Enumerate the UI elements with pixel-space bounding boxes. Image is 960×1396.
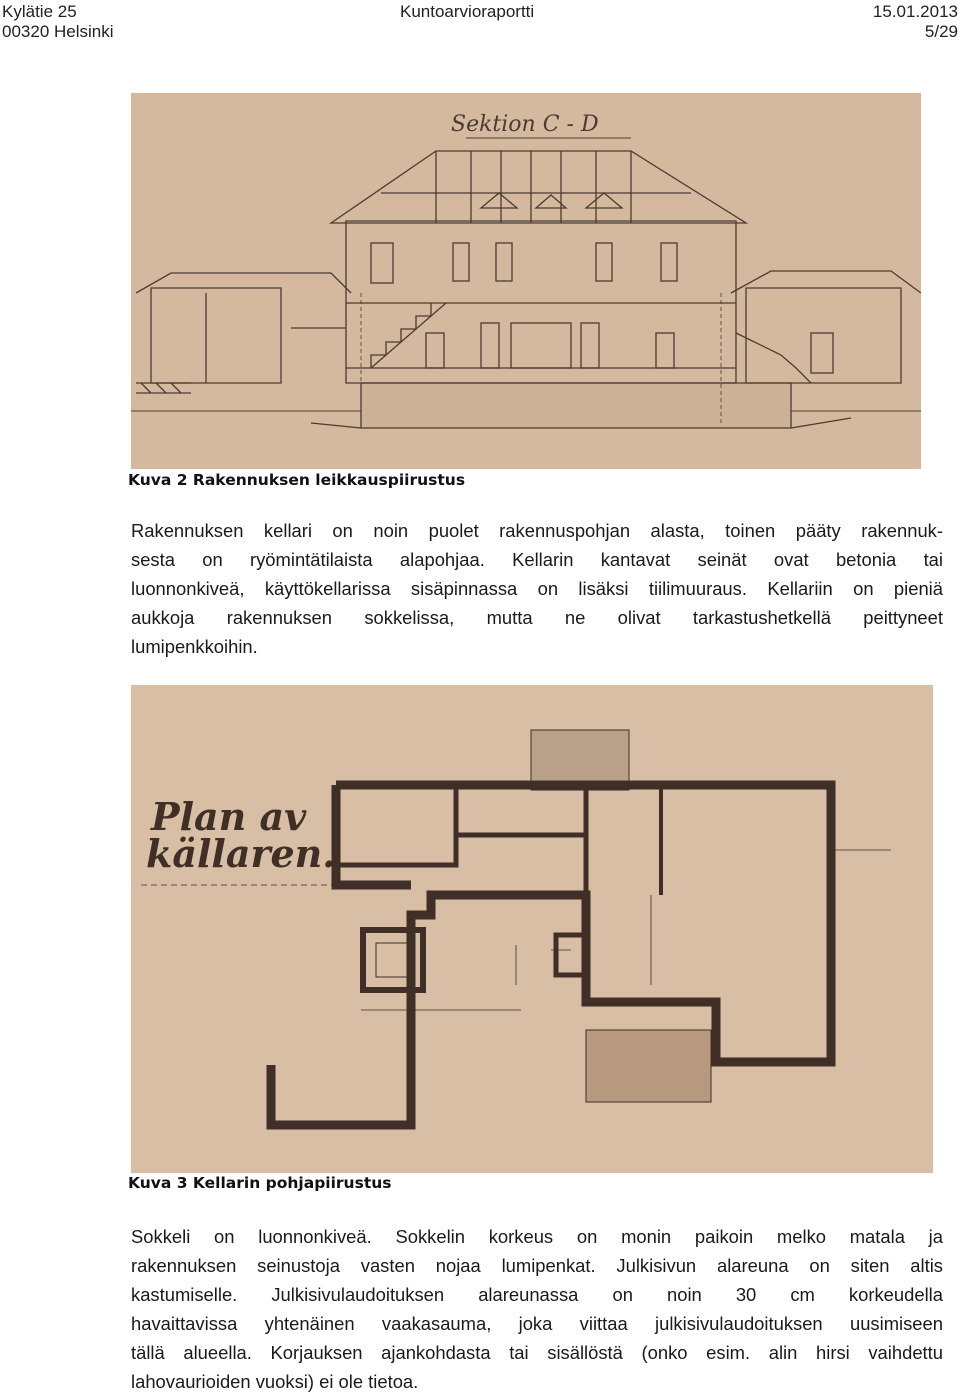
page-number: 5/29 <box>924 22 958 41</box>
paragraph-line: aukkoja rakennuksen sokkelissa, mutta ne olivat tarkastushetkellä peittyneet <box>131 607 943 628</box>
section-drawing-image <box>131 93 921 469</box>
paragraph-basement <box>131 516 943 661</box>
basement-plan-image <box>131 685 933 1173</box>
section-drawing-title: Sektion C - D <box>451 112 599 137</box>
address-street: Kylätie 25 <box>2 2 77 21</box>
paragraph-line: Sokkeli on luonnonkiveä. Sokkelin korkeus on monin paikoin melko matala ja <box>131 1226 943 1247</box>
report-title: Kuntoarvioraportti <box>400 2 535 21</box>
basement-plan-title-line1: Plan av <box>151 794 307 839</box>
address-postal: 00320 Helsinki <box>2 22 114 41</box>
paragraph-line: havaittavissa yhtenäinen vaakasauma, joka viittaa julkisivulaudoituksen uusimiseen <box>131 1313 943 1334</box>
figure-2-caption: Kuva 2 Rakennuksen leikkauspiirustus <box>128 471 466 489</box>
paragraph-line: sesta on ryömintätilaista alapohjaa. Kellarin kantavat seinät ovat betonia tai <box>131 549 943 570</box>
basement-plan-title-line2: källaren. <box>146 831 336 876</box>
paragraph-line: kastumiselle. Julkisivulaudoituksen alareunassa on noin 30 cm korkeudella <box>131 1284 943 1305</box>
paragraph-line: rakennuksen seinustoja vasten nojaa lumipenkat. Julkisivun alareuna on siten altis <box>131 1255 943 1276</box>
paragraph-line: lumipenkkoihin. <box>131 636 258 657</box>
paragraph-line: lahovaurioiden vuoksi) ei ole tietoa. <box>131 1371 419 1392</box>
report-date: 15.01.2013 <box>872 2 958 21</box>
paragraph-line: Rakennuksen kellari on noin puolet rakennuspohjan alasta, toinen pääty rakennuk- <box>131 520 943 541</box>
paragraph-line: tällä alueella. Korjauksen ajankohdasta tai sisällöstä (onko esim. alin hirsi vaihdettu <box>131 1342 943 1363</box>
figure-3-caption: Kuva 3 Kellarin pohjapiirustus <box>128 1174 392 1192</box>
paragraph-line: luonnonkiveä, käyttökellarissa sisäpinnassa on lisäksi tiilimuuraus. Kellariin on pieniä <box>131 578 943 599</box>
section-drawing-svg <box>131 93 921 469</box>
basement-plan-svg <box>131 685 933 1173</box>
paragraph-plinth <box>131 1222 943 1396</box>
